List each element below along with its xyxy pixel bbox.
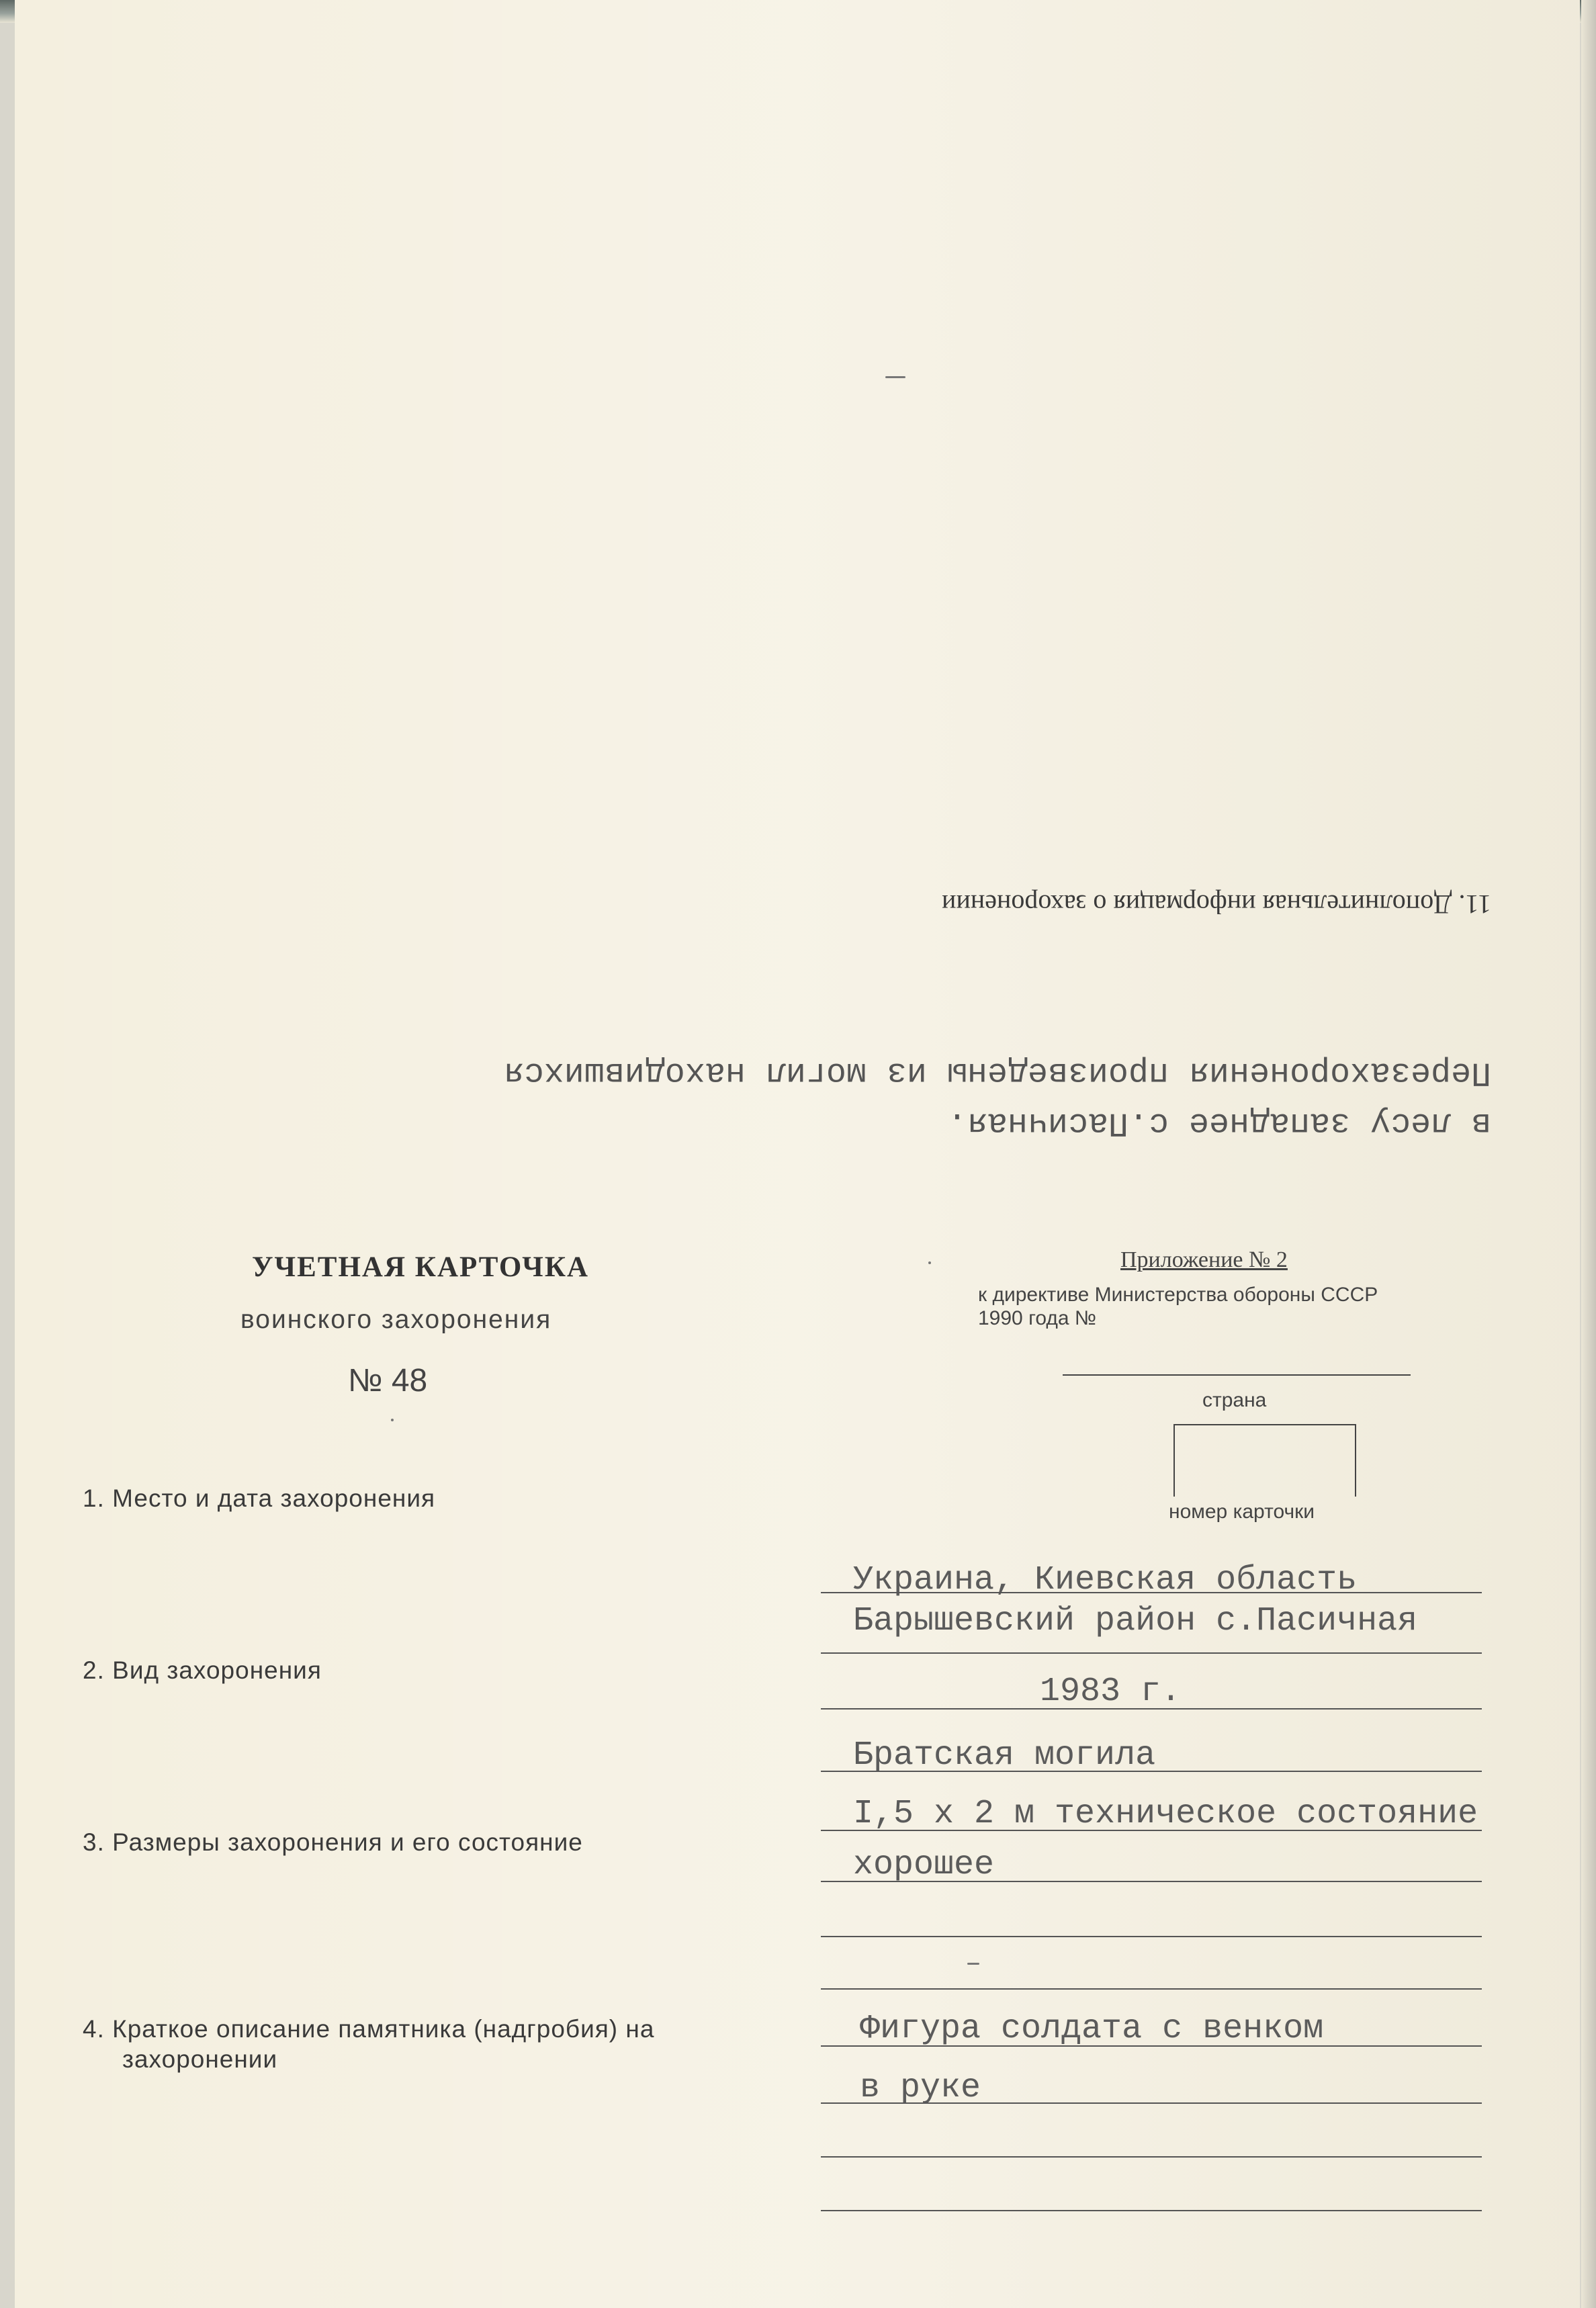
field-4-label-line1: 4. Краткое описание памятника (надгробия) на — [83, 2015, 655, 2043]
field-1-value-line2: Барышевский район с.Пасичная — [853, 1602, 1418, 1640]
country-line — [1063, 1374, 1411, 1376]
field-2-value: Братская могила — [853, 1736, 1156, 1775]
country-caption: страна — [1202, 1389, 1267, 1411]
card-number-box — [1173, 1424, 1356, 1497]
mirrored-note-line1: Перезахоронения произведены из могил находившихся — [503, 1053, 1491, 1092]
paper-speck — [391, 1419, 394, 1421]
card-number-caption: номер карточки — [1169, 1501, 1315, 1523]
field-4-rule-2 — [821, 2102, 1482, 2104]
field-1-value-line3: 1983 г. — [1040, 1673, 1182, 1711]
mirrored-note-heading: 11. Дополнительная информация о захоронении — [942, 889, 1491, 920]
field-1-rule-1 — [821, 1592, 1482, 1593]
field-2-label: 2. Вид захоронения — [83, 1656, 322, 1684]
field-3-rule-2 — [821, 1881, 1482, 1882]
field-3-value-line1: I,5 х 2 м техническое состояние — [853, 1795, 1478, 1833]
field-4-value-line1: Фигура солдата с венком — [860, 2010, 1324, 2048]
card-subtitle: воинского захоронения — [240, 1305, 552, 1334]
field-4-rule-4 — [821, 2210, 1482, 2211]
paper-speck — [967, 1963, 979, 1965]
card-number: № 48 — [348, 1363, 428, 1399]
field-1-rule-2 — [821, 1652, 1482, 1654]
field-3-rule-3 — [821, 1936, 1482, 1937]
field-1-value-line1: Украина, Киевская область — [853, 1561, 1358, 1599]
scan-right-edge — [1581, 0, 1596, 2308]
field-2-rule — [821, 1771, 1482, 1772]
paper-speck — [885, 376, 905, 378]
field-4-rule-3 — [821, 2156, 1482, 2158]
field-1-rule-3 — [821, 1708, 1482, 1710]
appendix-year-line: 1990 года № — [978, 1307, 1097, 1329]
field-3-rule-1 — [821, 1830, 1482, 1831]
field-1-label: 1. Место и дата захоронения — [83, 1484, 436, 1512]
field-3-rule-4 — [821, 1988, 1482, 1990]
appendix-directive-line: к директиве Министерства обороны СССР — [978, 1284, 1378, 1306]
card-title: УЧЕТНАЯ КАРТОЧКА — [252, 1251, 590, 1283]
appendix-title: Приложение № 2 — [1120, 1247, 1288, 1272]
mirrored-note-line2: в лесу западнее с.Пасичная. — [946, 1104, 1491, 1142]
mirrored-notes-block — [282, 873, 1491, 1155]
paper-speck — [928, 1261, 931, 1264]
field-4-rule-1 — [821, 2045, 1482, 2047]
field-3-value-line2: хорошее — [853, 1846, 995, 1884]
field-3-label: 3. Размеры захоронения и его состояние — [83, 1828, 583, 1856]
field-4-value-line2: в руке — [860, 2069, 981, 2107]
field-4-label-line2: захоронении — [122, 2045, 278, 2073]
